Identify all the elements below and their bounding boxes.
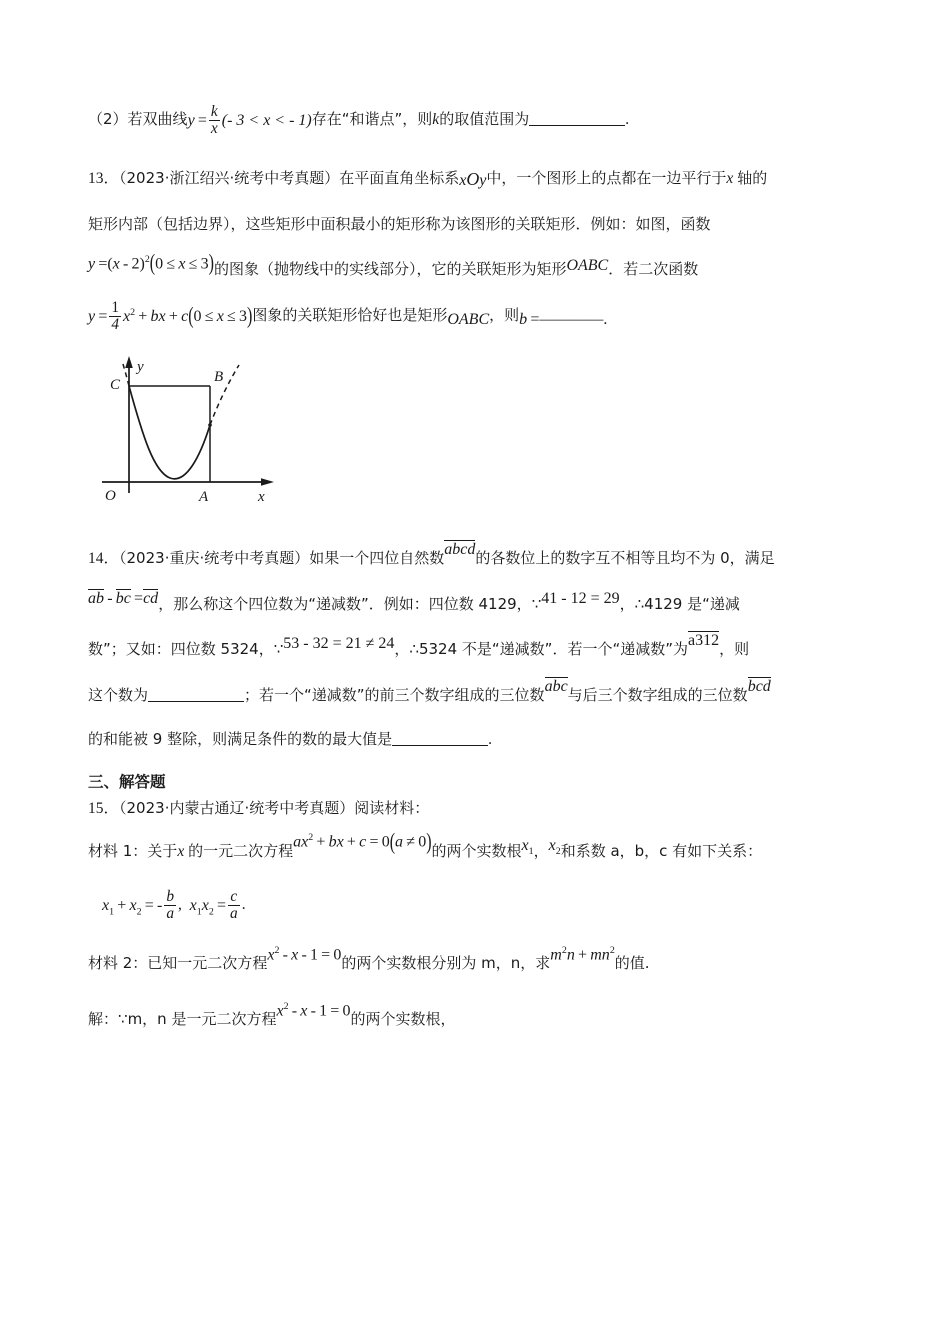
q14-cond-minus: - (107, 589, 113, 607)
q14-line3-d: ，则 (719, 640, 750, 659)
question-13-paragraph-2 (88, 205, 878, 245)
q15-number: 15． (88, 800, 120, 818)
q14-because-2: ∵ (273, 640, 284, 659)
q14-overline-abcd-text: abcd (444, 541, 476, 559)
q15-line1: 阅读材料： (354, 799, 430, 818)
q13-line1-b: 中，一个图形上的点都在一边平行于 (486, 169, 727, 188)
y-axis-arrow (125, 356, 133, 368)
question-14-paragraph-3 (88, 630, 878, 670)
q14-cond-bc: bc (115, 589, 131, 607)
q14-line2-a: ，那么称这个四位数为“递减数”．例如：四位数 4129， (158, 594, 532, 613)
q13-line4-b: ，则 (489, 305, 520, 324)
q14-line3-a: 数”；又如：四位数 5324， (88, 640, 274, 659)
q14-line2-c: 4129 是“递减 (644, 594, 740, 613)
q13-rect-name-1: OABC (566, 257, 609, 275)
q14-source: （2023·重庆·统考中考真题） (119, 549, 310, 568)
x-axis-arrow (261, 479, 274, 487)
q13-line1-a: 在平面直角坐标系 (339, 169, 460, 188)
q14-cond-ab: ab (88, 589, 104, 607)
label-point-A: A (199, 489, 209, 506)
q14-line1-a: 如果一个四位自然数 (309, 549, 445, 568)
q13-rect-name-2: OABC (447, 310, 490, 328)
q12b-period: . (625, 111, 630, 129)
q15-m1-root1: $x_1$ (521, 836, 534, 857)
q13-line3-a: 的图象（抛物线中的实线部分），它的关联矩形为矩形 (213, 260, 567, 279)
question-13-paragraph-3 (88, 250, 878, 290)
question-13-paragraph-4 (88, 296, 878, 336)
q14-overline-abcd (444, 540, 475, 559)
q14-overline-abc (545, 677, 568, 696)
q14-overline-a312-text: a312 (688, 632, 720, 650)
q13-line4-period: . (603, 310, 608, 328)
q12b-text-before: 若双曲线 (127, 110, 188, 129)
q15-m1-root2: $x_2$ (548, 836, 561, 857)
q14-overline-bcd-text: bcd (747, 677, 771, 695)
parabola-solid-curve (129, 386, 210, 479)
q15-vieta-sum: $x_1 + x_2$ = - $\frac{b}{a}$ (102, 888, 175, 923)
q14-line1-b: 的各数位上的数字互不相等且均不为 0，满足 (475, 549, 775, 568)
q15-m2-c: 的值. (614, 954, 650, 973)
question-12b-paragraph (88, 104, 878, 137)
q13-number: 13． (88, 170, 120, 188)
q14-line4-c: 与后三个数字组成的三位数 (567, 685, 748, 704)
q15-sol-equation: $x^2 - x - 1 = 0$ (276, 1000, 351, 1019)
curve-endpoint-dot (208, 424, 212, 428)
q14-line4-b: ；若一个“递减数”的前三个数字组成的三位数 (244, 685, 545, 704)
q13-equation-1: y =(x - 2)$^2$(0 ≤ x ≤ 3) (88, 251, 214, 276)
question-14-paragraph-1 (88, 539, 878, 579)
q15-m2-b: 的两个实数根分别为 m，n，求 (341, 954, 551, 973)
q14-because-1: ∵ (531, 594, 542, 613)
q12b-range: (- 3 < x < - 1) (221, 112, 312, 130)
label-origin-O: O (105, 488, 116, 505)
label-point-B: B (214, 369, 224, 386)
q13-line4-eq: = (530, 310, 540, 328)
label-y-axis: y (137, 359, 144, 376)
question-14-paragraph-5 (88, 727, 878, 752)
q13-coordinate-system: xOy (459, 168, 487, 189)
question-15-header (88, 796, 878, 821)
q13-equation-2: y = $\frac{1}{4}$ $x^2$ + bx + c(0 ≤ x ≤ 3) (88, 298, 253, 333)
question-14-paragraph-2 (88, 585, 878, 625)
q14-answer-blank-2[interactable] (392, 731, 488, 747)
q15-m1-equation: $ax^2$ + bx + c = 0(a ≠ 0) (293, 829, 432, 855)
label-point-C: C (110, 377, 121, 394)
q15-m1-c: 的两个实数根 (431, 841, 522, 860)
q14-answer-blank-1[interactable] (148, 686, 244, 702)
q15-vieta-product: $x_1x_2$ = $\frac{c}{a}$ (189, 888, 238, 923)
q14-overline-bcd (748, 677, 771, 696)
q14-cond-cd: cd (143, 589, 159, 607)
q13-line1-x: x (726, 170, 734, 188)
q14-line5-b: . (488, 731, 492, 749)
q15-sol-a: 解： (88, 1009, 119, 1028)
q14-overline-abc-text: abc (544, 677, 568, 695)
q12b-text-tail: 的取值范围为 (439, 110, 530, 129)
question-14-paragraph-4 (88, 676, 878, 716)
q14-cond-eq: = (134, 589, 144, 607)
question-15-material-2 (88, 944, 878, 984)
q14-condition-equation (88, 589, 158, 608)
q12b-equation: y = $\frac{k}{x}$ (- 3 < x < - 1) (187, 103, 312, 138)
q13-line4-blank[interactable]: ———— (539, 310, 604, 328)
question-15-solution-line (88, 1000, 878, 1040)
q13-line3-b: ．若二次函数 (608, 260, 699, 279)
question-15-material-1 (88, 829, 878, 872)
q12b-frac-numerator: k (210, 103, 218, 120)
q15-m1-d: 和系数 a，b，c 有如下关系： (560, 841, 763, 860)
q15-sol-b: m，n 是一元二次方程 (127, 1009, 277, 1028)
q14-line4-a: 这个数为 (88, 685, 149, 704)
q15-m1-b: 的一元二次方程 (188, 841, 294, 860)
q15-m2-equation: $x^2 - x - 1 = 0$ (267, 945, 342, 964)
q14-calc-1: 41 - 12 = 29 (541, 589, 620, 607)
q14-line2-b: ， (619, 594, 635, 613)
q15-m1-a: 材料 1：关于 (88, 841, 178, 860)
q15-m1-comma: ， (533, 841, 549, 860)
q14-therefore-1: ∴ (634, 594, 645, 613)
page-content (88, 104, 878, 1045)
q13-source: （2023·浙江绍兴·统考中考真题） (119, 169, 340, 188)
label-x-axis: x (258, 489, 265, 506)
q15-sol-because: ∵ (118, 1009, 128, 1028)
q15-source: （2023·内蒙古通辽·统考中考真题） (119, 799, 355, 818)
q14-number: 14． (88, 550, 120, 568)
q12b-label: （2） (88, 110, 128, 129)
q15-sol-c: 的两个实数根， (350, 1009, 456, 1028)
section-title-3: 三、解答题 (88, 773, 166, 792)
q12b-variable: k (432, 111, 440, 129)
q15-m2-expression: $m^2n + mn^2$ (550, 945, 615, 964)
q13-line1-c: 轴的 (737, 169, 768, 188)
q15-vieta-period: . (241, 896, 246, 914)
q14-overline-a312 (688, 631, 719, 650)
q14-line5-a: 的和能被 9 整除，则满足条件的数的最大值是 (88, 730, 393, 749)
question-15-vieta-formulas: $x_1 + x_2$ = - $\frac{b}{a}$ , $x_1x_2$ = $\frac{c}{a}$ . (102, 888, 246, 923)
q12b-frac-denominator: x (210, 120, 218, 138)
q12b-answer-blank[interactable] (529, 110, 625, 126)
q12b-text-after: 存在“和谐点”，则 (311, 110, 433, 129)
figure-parabola-rectangle (94, 345, 878, 525)
q14-line3-b: ， (394, 640, 410, 659)
q14-therefore-2: ∴ (409, 640, 419, 659)
q14-calc-2: 53 - 32 = 21 ≠ 24 (283, 635, 395, 653)
q13-line2: 矩形内部（包括边界），这些矩形中面积最小的矩形称为该图形的关联矩形．例如：如图，函数 (88, 214, 711, 233)
q13-line4-var: b (519, 310, 528, 328)
q13-line4-a: 图象的关联矩形恰好也是矩形 (252, 305, 448, 324)
figure-svg (94, 345, 294, 520)
q15-m1-x: x (177, 842, 185, 860)
q15-m2-a: 材料 2：已知一元二次方程 (88, 954, 268, 973)
question-13-paragraph-1 (88, 159, 878, 199)
q14-line3-c: 5324 不是“递减数”．若一个“递减数”为 (418, 640, 688, 659)
